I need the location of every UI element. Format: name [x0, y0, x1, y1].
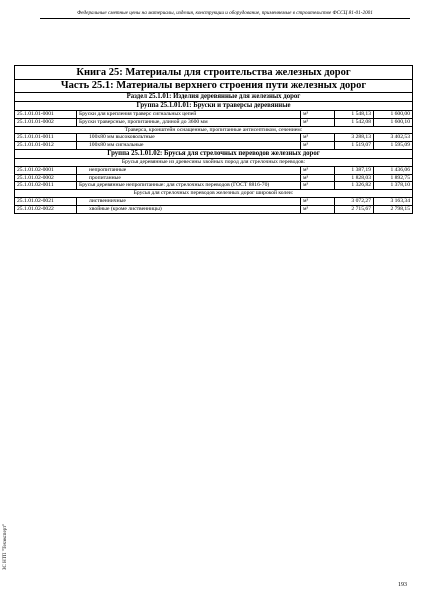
page-header: Федеральные сметные цены на материалы, изделия, конструкции и оборудование, применяемые в строительстве ФССЦ 81-01-2001 [40, 10, 410, 19]
code-cell: 25.1.01.01-0011 [15, 134, 77, 142]
subheading-row [15, 126, 413, 134]
price2-cell: 3 163,34 [374, 197, 413, 205]
code-cell: 25.1.01.02-0002 [15, 174, 77, 182]
price1-cell: 1 519,07 [335, 142, 374, 150]
group2-subheading-1: Брусья деревянные из древесины хвойных пород для стрелочных переводов: [15, 158, 413, 166]
code-cell: 25.1.01.01-0012 [15, 142, 77, 150]
table-row [15, 118, 413, 126]
table-row [15, 182, 413, 190]
price1-cell: 1 326,82 [335, 182, 374, 190]
group-title-row [15, 149, 413, 158]
table-row [15, 205, 413, 213]
name-cell: 100х80 мм высоковольтные [77, 134, 301, 142]
name-cell: Бруски траверсные, пропитанные, длиной до 3600 мм [77, 118, 301, 126]
price1-cell: 3 288,13 [335, 134, 374, 142]
table-row [15, 134, 413, 142]
price2-cell: 1 892,75 [374, 174, 413, 182]
code-cell: 25.1.01.02-0021 [15, 197, 77, 205]
page-number: 193 [398, 582, 407, 588]
unit-cell: м³ [301, 174, 335, 182]
subheading-row [15, 190, 413, 198]
section-title: Раздел 25.1.01: Изделия деревянные для железных дорог [15, 93, 413, 102]
unit-cell: м³ [301, 197, 335, 205]
price1-cell: 2 715,67 [335, 205, 374, 213]
code-cell: 25.1.01.01-0002 [15, 118, 77, 126]
section-title-row [15, 93, 413, 102]
group2-title: Группа 25.1.01.02: Брусья для стрелочных переводов железных дорог [15, 149, 413, 158]
price-table [14, 65, 413, 214]
price1-cell: 1 542,08 [335, 118, 374, 126]
name-cell: непропитанные [77, 166, 301, 174]
book-title-row [15, 66, 413, 80]
name-cell: лиственничные [77, 197, 301, 205]
table-row [15, 197, 413, 205]
group1-title: Группа 25.1.01.01: Бруски и траверсы деревянные [15, 102, 413, 111]
name-cell: Брусья деревянные непропитанные: для стрелочных переводов (ГОСТ 8816-70) [77, 182, 301, 190]
group-title-row [15, 102, 413, 111]
table-row [15, 174, 413, 182]
code-cell: 25.1.01.01-0001 [15, 111, 77, 119]
book-title: Книга 25: Материалы для строительства железных дорог [15, 66, 413, 80]
table-row [15, 142, 413, 150]
price2-cell: 3 402,53 [374, 134, 413, 142]
group2-subheading-2: Брусья для стрелочных переводов железных дорог широкой колеи: [15, 190, 413, 198]
unit-cell: м³ [301, 111, 335, 119]
price1-cell: 3 072,27 [335, 197, 374, 205]
side-note [3, 470, 11, 570]
unit-cell: м³ [301, 166, 335, 174]
group1-subheading: Траверса, кронштейн оснащенные, пропитанные антисептиком, сечением: [15, 126, 413, 134]
price2-cell: 2 798,15 [374, 205, 413, 213]
part-title: Часть 25.1: Материалы верхнего строения пути железных дорог [15, 80, 413, 93]
unit-cell: м³ [301, 182, 335, 190]
price2-cell: 1 378,10 [374, 182, 413, 190]
subheading-row [15, 158, 413, 166]
unit-cell: м³ [301, 134, 335, 142]
price1-cell: 1 387,19 [335, 166, 374, 174]
price2-cell: 1 436,06 [374, 166, 413, 174]
unit-cell: м³ [301, 205, 335, 213]
unit-cell: м³ [301, 118, 335, 126]
price1-cell: 1 828,03 [335, 174, 374, 182]
code-cell: 25.1.01.02-0011 [15, 182, 77, 190]
price1-cell: 1 548,13 [335, 111, 374, 119]
part-title-row [15, 80, 413, 93]
code-cell: 25.1.01.02-0022 [15, 205, 77, 213]
table-row [15, 111, 413, 119]
name-cell: пропитанные [77, 174, 301, 182]
price2-cell: 1 600,10 [374, 118, 413, 126]
unit-cell: м³ [301, 142, 335, 150]
name-cell: 100х80 мм сигнальные [77, 142, 301, 150]
side-note-text: ЗС НТП "Техэксперт" [3, 523, 8, 570]
table-row [15, 166, 413, 174]
price2-cell: 1 595,09 [374, 142, 413, 150]
name-cell: Бруски для крепления траверс сигнальных цепей [77, 111, 301, 119]
price2-cell: 1 600,00 [374, 111, 413, 119]
code-cell: 25.1.01.02-0001 [15, 166, 77, 174]
name-cell: хвойные (кроме лиственницы) [77, 205, 301, 213]
